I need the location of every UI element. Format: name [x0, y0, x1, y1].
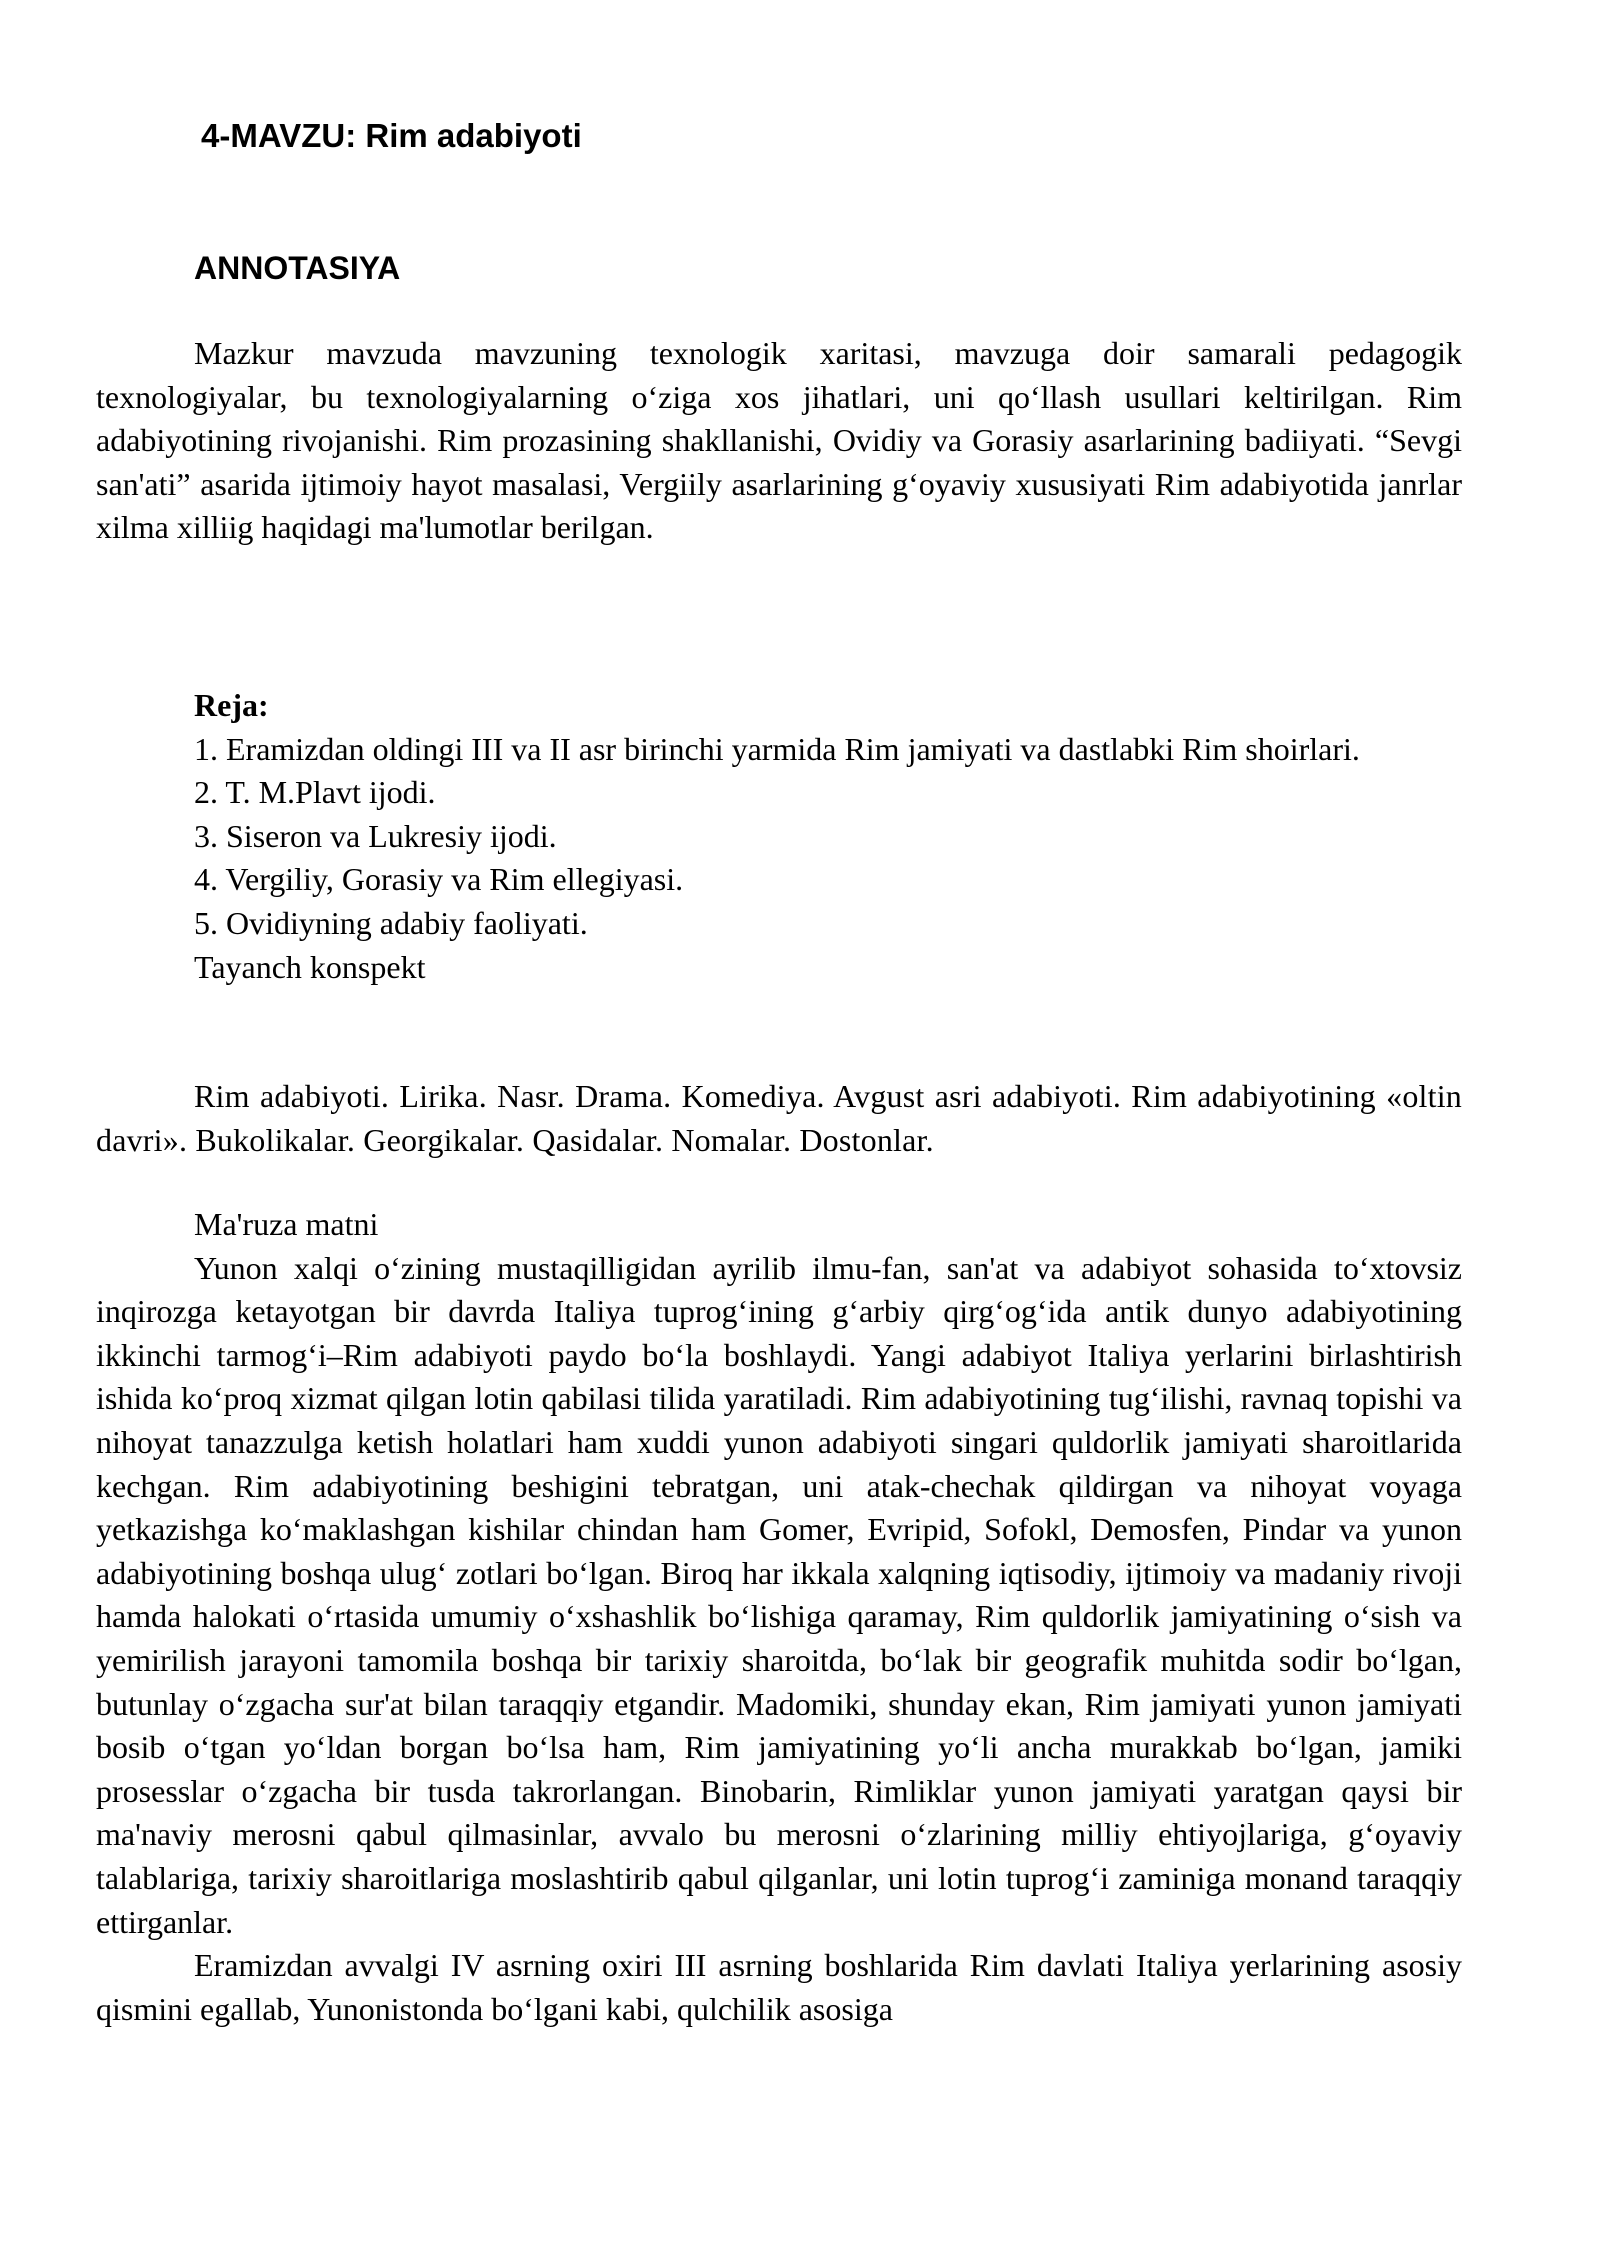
lecture-paragraph-1: Yunon xalqi o‘zining mustaqilligidan ayrilib ilmu-fan, san'at va adabiyot sohasida to‘xtovsiz inqirozga ketayotgan bir davrda Italiya tuprog‘ining g‘arbiy qirg‘og‘ida antik dunyo adabiyotining ikkinchi tarmog‘i–Rim adabiyoti paydo bo‘la boshlaydi. Yangi adabiyot Italiya yerlarini birlashtirish ishida ko‘proq xizmat qilgan lotin qabilasi tilida yaratiladi. Rim adabiyotining tug‘ilishi, ravnaq topishi va nihoyat tanazzulga ketish holatlari ham xuddi yunon adabiyoti singari quldorlik jamiyati sharoitlarida kechgan. Rim adabiyotining beshigini tebratgan, uni atak-chechak qildirgan va nihoyat voyaga yetkazishga ko‘maklashgan kishilar chindan ham Gomer, Evripid, Sofokl, Demosfen, Pindar va yunon adabiyotining boshqa ulug‘ zotlari bo‘lgan. Biroq har ikkala xalqning iqtisodiy, ijtimoiy va madaniy rivoji hamda halokati o‘rtasida umumiy o‘xshashlik bo‘lishiga qaramay, Rim quldorlik jamiyatining o‘sish va yemirilish jarayoni tamomila boshqa bir tarixiy sharoitda, bo‘lak bir geografik muhitda sodir bo‘lgan, butunlay o‘zgacha sur'at bilan taraqqiy etgandir. Madomiki, shunday ekan, Rim jamiyati yunon jamiyati bosib o‘tgan yo‘ldan borgan bo‘lsa ham, Rim jamiyatining yo‘li ancha murakkab bo‘lgan, jamiki prosesslar o‘zgacha bir tusda takrorlangan. Binobarin, Rimliklar yunon jamiyati yaratgan qaysi bir ma'naviy merosni qabul qilmasinlar, avvalo bu merosni o‘zlarining milliy ehtiyojlariga, g‘oyaviy talablariga, tarixiy sharoitlariga moslashtirib qabul qilganlar, uni lotin tuprog‘i zaminiga monand taraqqiy ettirganlar.	[96, 1249, 1462, 1940]
plan-item-5: 5. Ovidiyning adabiy faoliyati.	[194, 904, 588, 941]
annotation-paragraph: Mazkur mavzuda mavzuning texnologik xaritasi, mavzuga doir samarali pedagogik texnologiyalar, bu texnologiyalarning o‘ziga xos jihatlari, uni qo‘llash usullari keltirilgan. Rim adabiyotining rivojanishi. Rim prozasining shakllanishi, Ovidiy va Gorasiy asarlarining badiiyati. “Sevgi san'ati” asarida ijtimoiy hayot masalasi, Vergiily asarlarining g‘oyaviy xususiyati Rim adabiyotida janrlar xilma xilliig haqidagi ma'lumotlar berilgan.	[96, 335, 1462, 546]
topic-title: 4-MAVZU: Rim adabiyoti	[201, 117, 582, 154]
lecture-heading: Ma'ruza matni	[194, 1206, 379, 1242]
lecture-paragraph-2: Eramizdan avvalgi IV asrning oxiri III asrning boshlarida Rim davlati Italiya yerlarining asosiy qismini egallab, Yunonistonda bo‘lgani kabi, qulchilik asosiga	[96, 1947, 1462, 2027]
plan-section	[96, 684, 1462, 989]
plan-item-2: 2. T. M.Plavt ijodi.	[194, 774, 436, 811]
plan-item-3: 3. Siseron va Lukresiy ijodi.	[194, 817, 557, 854]
keywords-section	[96, 1075, 1462, 1162]
annotation-section	[96, 332, 1462, 550]
plan-title: Reja:	[194, 687, 269, 723]
keywords-paragraph: Rim adabiyoti. Lirika. Nasr. Drama. Komediya. Avgust asri adabiyoti. Rim adabiyotining «oltin davri». Bukolikalar. Georgikalar. Qasidalar. Nomalar. Dostonlar.	[96, 1078, 1462, 1158]
plan-item-1: 1. Eramizdan oldingi III va II asr birinchi yarmida Rim jamiyati va dastlabki Rim shoirlari.	[194, 730, 1360, 767]
plan-item-4: 4. Vergiliy, Gorasiy va Rim ellegiyasi.	[194, 861, 684, 898]
lecture-section	[96, 1203, 1462, 2031]
annotation-heading: ANNOTASIYA	[194, 250, 401, 286]
support-heading: Tayanch konspekt	[194, 948, 426, 985]
